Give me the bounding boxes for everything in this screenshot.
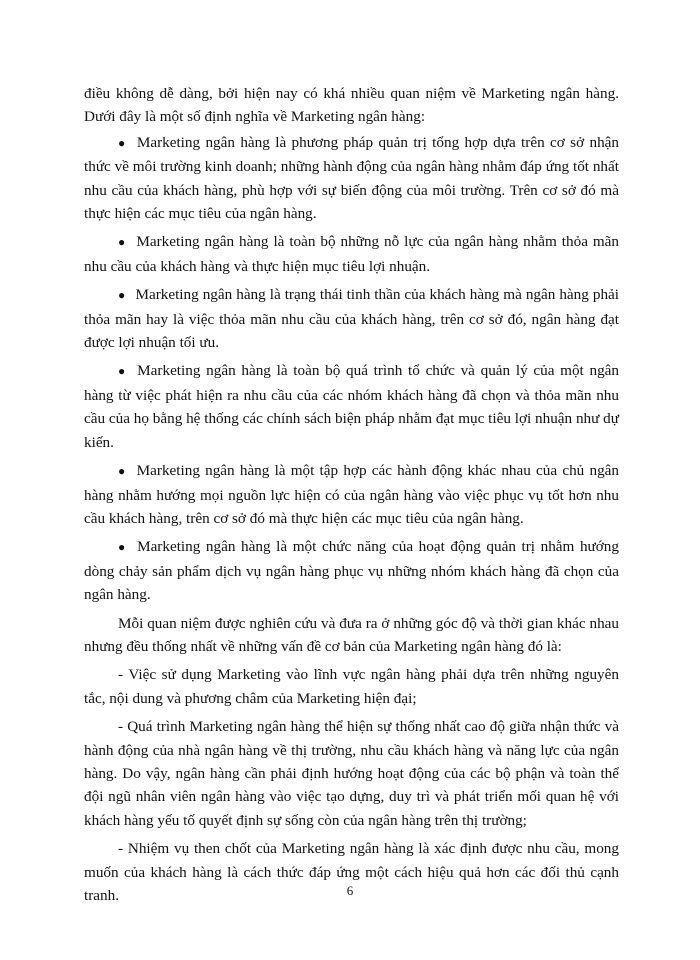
body-text <box>84 82 619 912</box>
definition-bullet <box>84 359 619 454</box>
definition-bullet <box>84 131 619 226</box>
definition-bullet <box>84 535 619 606</box>
summary-paragraph: Mỗi quan niệm được nghiên cứu và đưa ra ở những góc độ và thời gian khác nhau nhưng đều thống nhất về những vấn đề cơ bản của Marketing ngân hàng đó là: <box>84 614 619 655</box>
page-number: 6 <box>346 883 354 898</box>
definition-bullet <box>84 459 619 530</box>
bullet-icon: ● <box>118 464 127 479</box>
bullet-text: Marketing ngân hàng là toàn bộ những nỗ lực của ngân hàng nhằm thỏa mãn nhu cầu của khách hàng và thực hiện mục tiêu lợi nhuận. <box>84 233 620 275</box>
bullet-icon: ● <box>118 364 128 379</box>
bullet-icon: ● <box>118 288 126 303</box>
bullet-icon: ● <box>118 135 127 150</box>
point-paragraph: - Quá trình Marketing ngân hàng thể hiện sự thống nhất cao độ giữa nhận thức và hành động của nhà ngân hàng về thị trường, nhu cầu khách hàng và năng lực của ngân hàng. Do vậy, ngân hàng cần phải định hướng hoạt động của các bộ phận và toàn thể đội ngũ nhân viên ngân hàng vào việc tạo dựng, duy trì và phát triển mối quan hệ với khách hàng yếu tố quyết định sự sống còn của ngân hàng trên thị trường; <box>84 718 619 829</box>
bullet-icon: ● <box>118 235 127 250</box>
intro-paragraph: điều không dễ dàng, bởi hiện nay có khá nhiều quan niệm về Marketing ngân hàng. Dưới đây là một số định nghĩa về Marketing ngân hàng: <box>84 85 619 126</box>
point-paragraph: - Nhiệm vụ then chốt của Marketing ngân hàng là xác định được nhu cầu, mong muốn của khách hàng là cách thức đáp ứng một cách hiệu quả hơn các đối thủ cạnh tranh. <box>84 840 619 904</box>
bullet-text: Marketing ngân hàng là một chức năng của hoạt động quản trị nhằm hướng dòng chảy sản phẩm dịch vụ ngân hàng phục vụ những nhóm khách hàng đã chọn của ngân hàng. <box>84 538 619 604</box>
bullet-icon: ● <box>118 540 128 555</box>
bullet-text: Marketing ngân hàng là toàn bộ quá trình tổ chức và quản lý của một ngân hàng từ việc phát hiện ra nhu cầu của các nhóm khách hàng đã chọn và thỏa mãn nhu cầu của họ bằng hệ thống các chính sách biện pháp nhằm đạt mục tiêu lợi nhuận như dự kiến. <box>84 362 620 451</box>
point-paragraph: - Việc sử dụng Marketing vào lĩnh vực ngân hàng phải dựa trên những nguyên tắc, nội dung và phương châm của Marketing hiện đại; <box>84 666 619 707</box>
definition-bullet <box>84 283 619 354</box>
bullet-text: Marketing ngân hàng là một tập hợp các hành động khác nhau của chủ ngân hàng nhằm hướng mọi nguồn lực hiện có của ngân hàng vào việc phục vụ tốt hơn nhu cầu khách hàng, trên cơ sở đó mà thực hiện các mục tiêu của ngân hàng. <box>84 462 619 527</box>
bullet-text: Marketing ngân hàng là phương pháp quản trị tổng hợp dựa trên cơ sở nhận thức về môi trường kinh doanh; những hành động của ngân hàng nhằm đáp ứng tốt nhất nhu cầu của khách hàng, phù hợp với sự biến động của môi trường. Trên cơ sở đó mà thực hiện các mục tiêu của ngân hàng. <box>84 133 619 223</box>
bullet-text: Marketing ngân hàng là trạng thái tinh thần của khách hàng mà ngân hàng phải thỏa mãn hay là việc thỏa mãn nhu cầu của khách hàng, trên cơ sở đó, ngân hàng đạt được lợi nhuận tối ưu. <box>84 286 619 352</box>
definition-bullet <box>84 230 619 278</box>
